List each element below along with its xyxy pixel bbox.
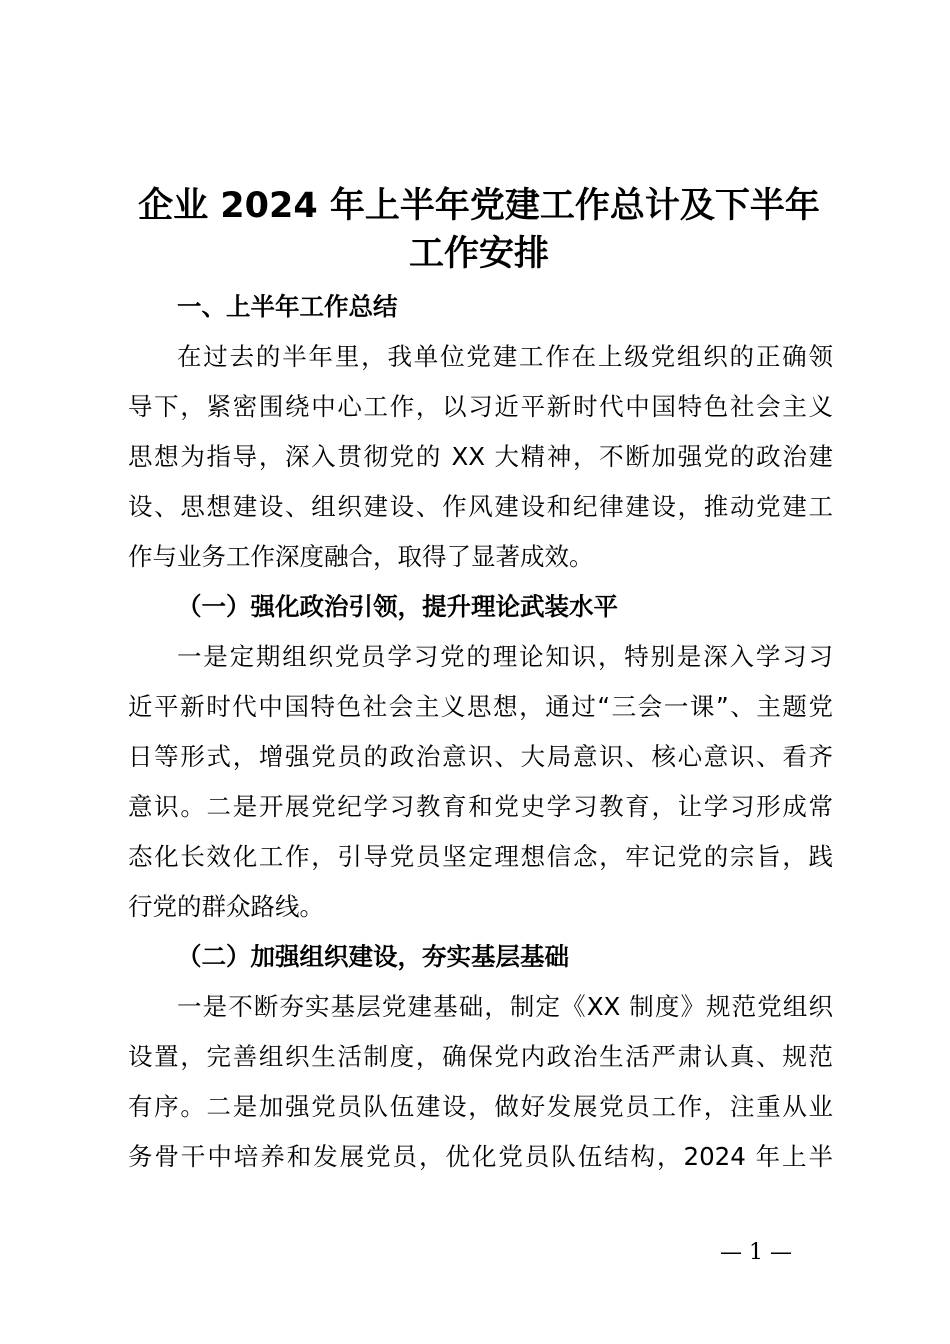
- paragraph-line: 近平新时代中国特色社会主义思想，通过“三会一课”、主题党: [128, 692, 833, 721]
- paragraph-line: 有序。二是加强党员队伍建设，做好发展党员工作，注重从业: [128, 1092, 833, 1121]
- page-number: — 1 —: [720, 1240, 792, 1265]
- paragraph-line: 行党的群众路线。: [128, 892, 324, 921]
- paragraph-line: 设、思想建设、组织建设、作风建设和纪律建设，推动党建工: [128, 492, 833, 521]
- intro-paragraph: [128, 332, 833, 582]
- paragraph-line: 思想为指导，深入贯彻党的 XX 大精神，不断加强党的政治建: [128, 442, 833, 471]
- paragraph-line: 意识。二是开展党纪学习教育和党史学习教育，让学习形成常: [128, 792, 833, 821]
- paragraph-line: 一是定期组织党员学习党的理论知识，特别是深入学习习: [177, 642, 833, 671]
- paragraph-line: 态化长效化工作，引导党员坚定理想信念，牢记党的宗旨，践: [128, 842, 833, 871]
- paragraph-line: 一是不断夯实基层党建基础，制定《XX 制度》规范党组织: [177, 992, 833, 1021]
- paragraph-line: 作与业务工作深度融合，取得了显著成效。: [128, 542, 594, 571]
- section-heading-1: 一、上半年工作总结: [177, 292, 398, 321]
- paragraph-line: 导下，紧密围绕中心工作，以习近平新时代中国特色社会主义: [128, 392, 833, 421]
- subsection-1-paragraph: [128, 632, 833, 932]
- paragraph-line: 设置，完善组织生活制度，确保党内政治生活严肃认真、规范: [128, 1042, 833, 1071]
- paragraph-line: 在过去的半年里，我单位党建工作在上级党组织的正确领: [177, 342, 833, 371]
- document-title: [100, 182, 858, 278]
- document-body: [128, 282, 833, 1182]
- subsection-2-paragraph: [128, 982, 833, 1182]
- subsection-heading-1: （一）强化政治引领，提升理论武装水平: [177, 592, 618, 621]
- title-line-1: 企业 2024 年上半年党建工作总计及下半年: [138, 186, 820, 226]
- paragraph-line: 务骨干中培养和发展党员，优化党员队伍结构，2024 年上半: [128, 1142, 833, 1171]
- title-line-2: 工作安排: [408, 234, 549, 274]
- subsection-heading-2: （二）加强组织建设，夯实基层基础: [177, 942, 569, 971]
- paragraph-line: 日等形式，增强党员的政治意识、大局意识、核心意识、看齐: [128, 742, 833, 771]
